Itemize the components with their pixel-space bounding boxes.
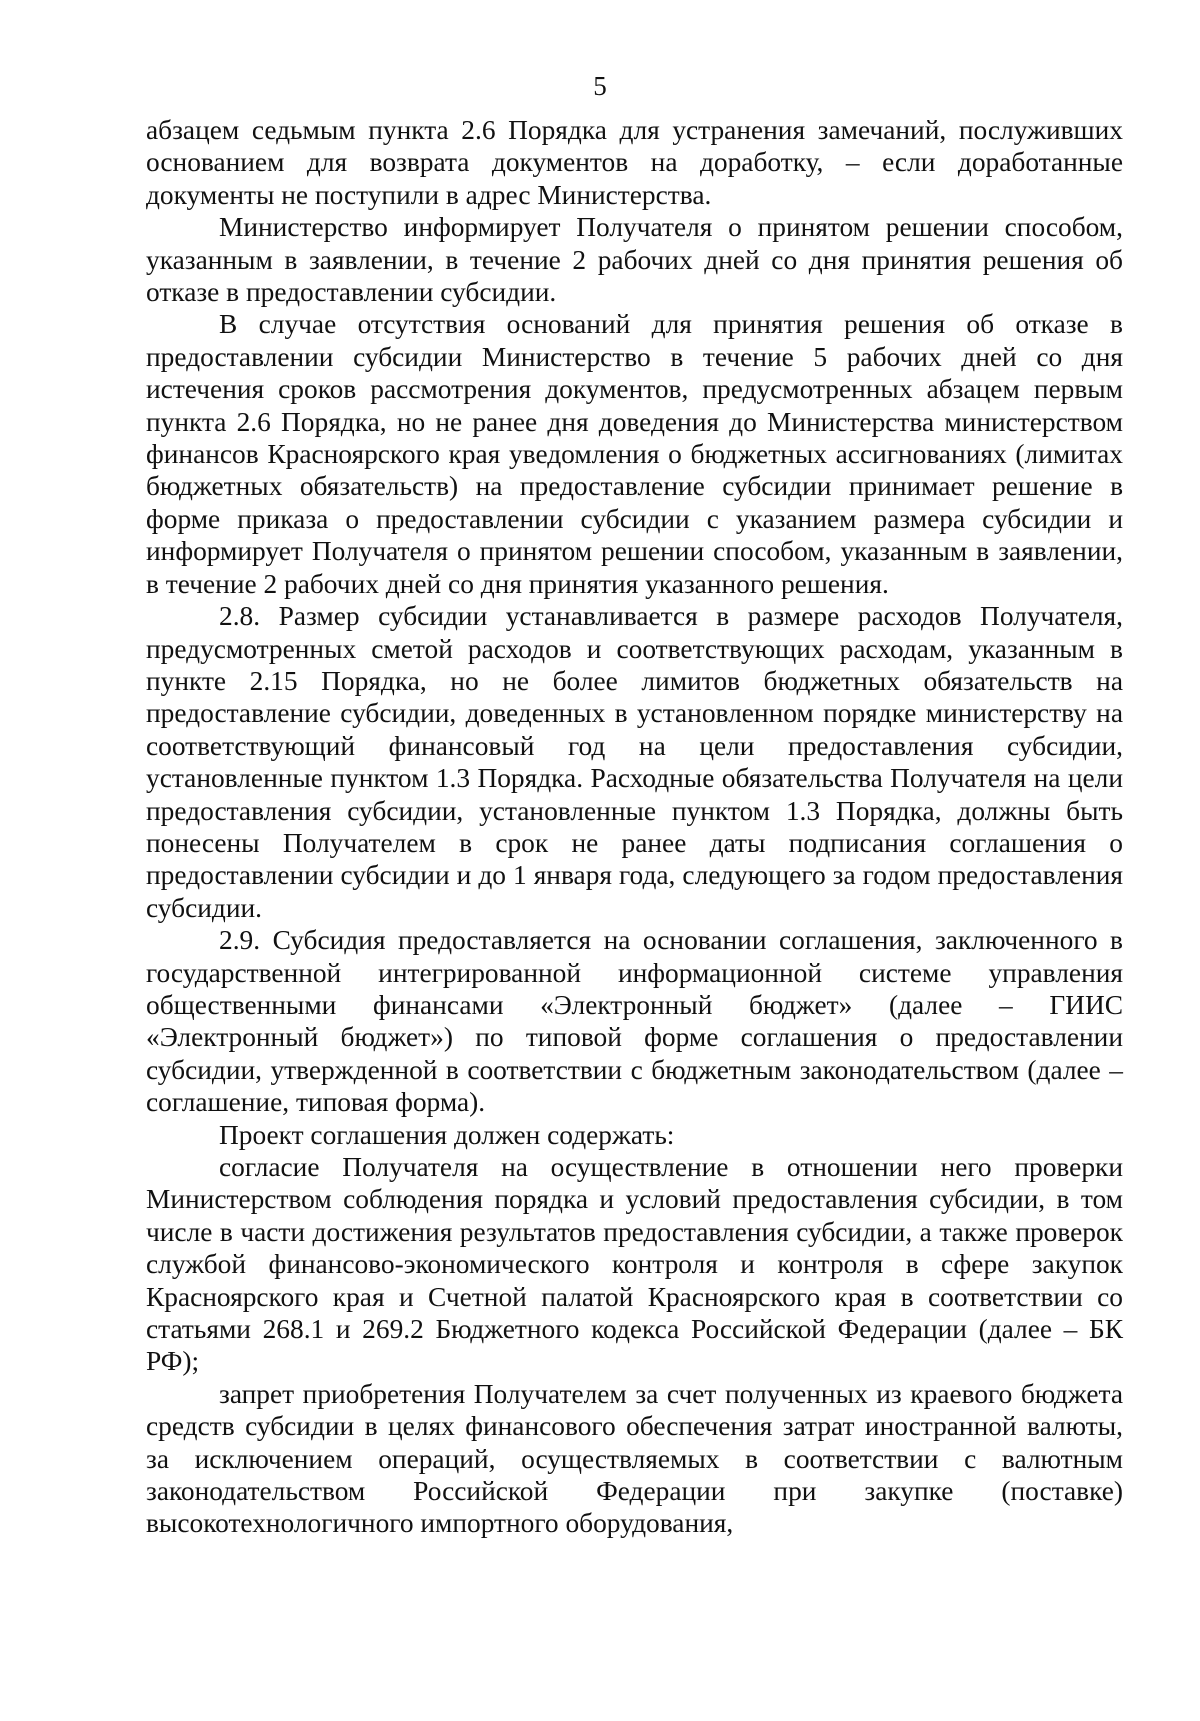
paragraph-draft-agreement: Проект соглашения должен содержать:	[219, 1119, 675, 1150]
page-number: 5	[593, 71, 607, 101]
paragraph-ministry-informs: Министерство информирует Получателя о принятом решении способом, указанным в заявлении, в течение 2 рабочих дней со дня принятия решения об отказе в предоставлении субсидии.	[146, 212, 1123, 308]
paragraph-2-9-agreement: 2.9. Субсидия предоставляется на основании соглашения, заключенного в государственной интегрированной информационной системе управления общественными финансами «Электронный бюджет» (далее – ГИИС «Электронный бюджет») по типовой форме соглашения о предоставлении субсидии, утвержденной в соответствии с бюджетным законодательством (далее – соглашение, типовая форма).	[146, 925, 1123, 1118]
paragraph-continuation: абзацем седьмым пункта 2.6 Порядка для устранения замечаний, послуживших основанием для возврата документов на доработку, – если доработанные документы не поступили в адрес Министерства.	[146, 115, 1123, 210]
paragraph-consent-inspection: согласие Получателя на осуществление в отношении него проверки Министерством соблюдения порядка и условий предоставления субсидии, в том числе в части достижения результатов предоставления субсидии, а также проверок службой финансово-экономического контроля и контроля в сфере закупок Красноярского края и Счетной палатой Красноярского края в соответствии со статьями 268.1 и 269.2 Бюджетного кодекса Российской Федерации (далее – БК РФ);	[146, 1152, 1123, 1377]
paragraph-2-8-subsidy-size: 2.8. Размер субсидии устанавливается в размере расходов Получателя, предусмотренных сметой расходов и соответствующих расходам, указанным в пункте 2.15 Порядка, но не более лимитов бюджетных обязательств на предоставление субсидии, доведенных в установленном порядке министерству на соответствующий финансовый год на цели предоставления субсидии, установленные пунктом 1.3 Порядка. Расходные обязательства Получателя на цели предоставления субсидии, установленные пунктом 1.3 Порядка, должны быть понесены Получателем в срок не ранее даты подписания соглашения о предоставлении субсидии и до 1 января года, следующего за годом предоставления субсидии.	[146, 601, 1123, 923]
paragraph-no-refusal-grounds: В случае отсутствия оснований для принятия решения об отказе в предоставлении субсидии Министерство в течение 5 рабочих дней со дня истечения сроков рассмотрения документов, предусмотренных абзацем первым пункта 2.6 Порядка, но не ранее дня доведения до Министерства министерством финансов Красноярского края уведомления о бюджетных ассигнованиях (лимитах бюджетных обязательств) на предоставление субсидии принимает решение в форме приказа о предоставлении субсидии с указанием размера субсидии и информирует Получателя о принятом решении способом, указанным в заявлении, в течение 2 рабочих дней со дня принятия указанного решения.	[146, 309, 1123, 599]
paragraph-currency-ban: запрет приобретения Получателем за счет полученных из краевого бюджета средств субсидии в целях финансового обеспечения затрат иностранной валюты, за исключением операций, осуществляемых в соответствии с валютным законодательством Российской Федерации при закупке (поставке) высокотехнологичного импортного оборудования,	[146, 1378, 1123, 1539]
document-body	[146, 114, 1123, 1540]
